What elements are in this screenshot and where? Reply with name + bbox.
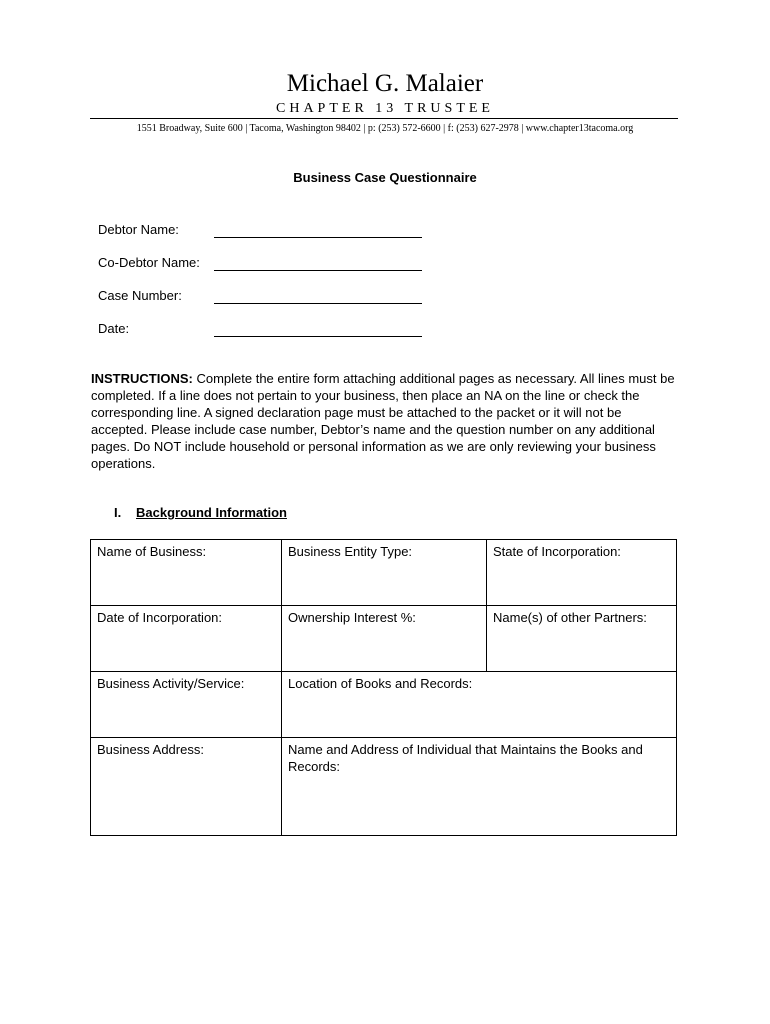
section-title: Background Information	[136, 505, 287, 520]
letterhead-name: Michael G. Malaier	[286, 70, 484, 97]
business-entity-type-cell[interactable]: Business Entity Type:	[282, 540, 487, 606]
instructions	[91, 370, 681, 472]
background-info-table	[90, 539, 677, 836]
case-number-label: Case Number:	[98, 288, 182, 303]
date-label: Date:	[98, 321, 130, 336]
case-number-field[interactable]	[214, 303, 422, 304]
other-partners-cell[interactable]: Name(s) of other Partners:	[487, 606, 677, 672]
co-debtor-name-field[interactable]	[214, 270, 422, 271]
section-heading	[114, 505, 287, 520]
co-debtor-name-label: Co-Debtor Name:	[98, 255, 200, 270]
debtor-name-field[interactable]	[214, 237, 422, 238]
location-of-books-cell[interactable]: Location of Books and Records:	[282, 672, 677, 738]
section-number: I.	[114, 505, 122, 520]
letterhead-subtitle: CHAPTER 13 TRUSTEE	[276, 101, 494, 116]
state-of-incorporation-cell[interactable]: State of Incorporation:	[487, 540, 677, 606]
instructions-text: Complete the entire form attaching additional pages as necessary. All lines must be completed. If a line does not pertain to your business, then place an NA on the line or check the corresponding line. A signed declaration page must be attached to the packet or it will not be accepted. Please include case number, Debtor’s name and the question number on any additional pages. Do NOT include household or personal information as we are only reviewing your business operations.	[91, 371, 675, 471]
books-maintainer-cell[interactable]: Name and Address of Individual that Maintains the Books and Records:	[282, 738, 677, 836]
business-address-cell[interactable]: Business Address:	[91, 738, 282, 836]
letterhead-contact: 1551 Broadway, Suite 600 | Tacoma, Washington 98402 | p: (253) 572-6600 | f: (253) 627-2978 | www.chapter13tacoma.org	[136, 123, 634, 134]
letterhead-divider	[90, 118, 678, 119]
ownership-interest-cell[interactable]: Ownership Interest %:	[282, 606, 487, 672]
date-field[interactable]	[214, 336, 422, 337]
debtor-name-label: Debtor Name:	[98, 222, 179, 237]
instructions-label: INSTRUCTIONS:	[91, 371, 193, 386]
business-activity-cell[interactable]: Business Activity/Service:	[91, 672, 282, 738]
name-of-business-cell[interactable]: Name of Business:	[91, 540, 282, 606]
form-title: Business Case Questionnaire	[293, 170, 477, 185]
date-of-incorporation-cell[interactable]: Date of Incorporation:	[91, 606, 282, 672]
